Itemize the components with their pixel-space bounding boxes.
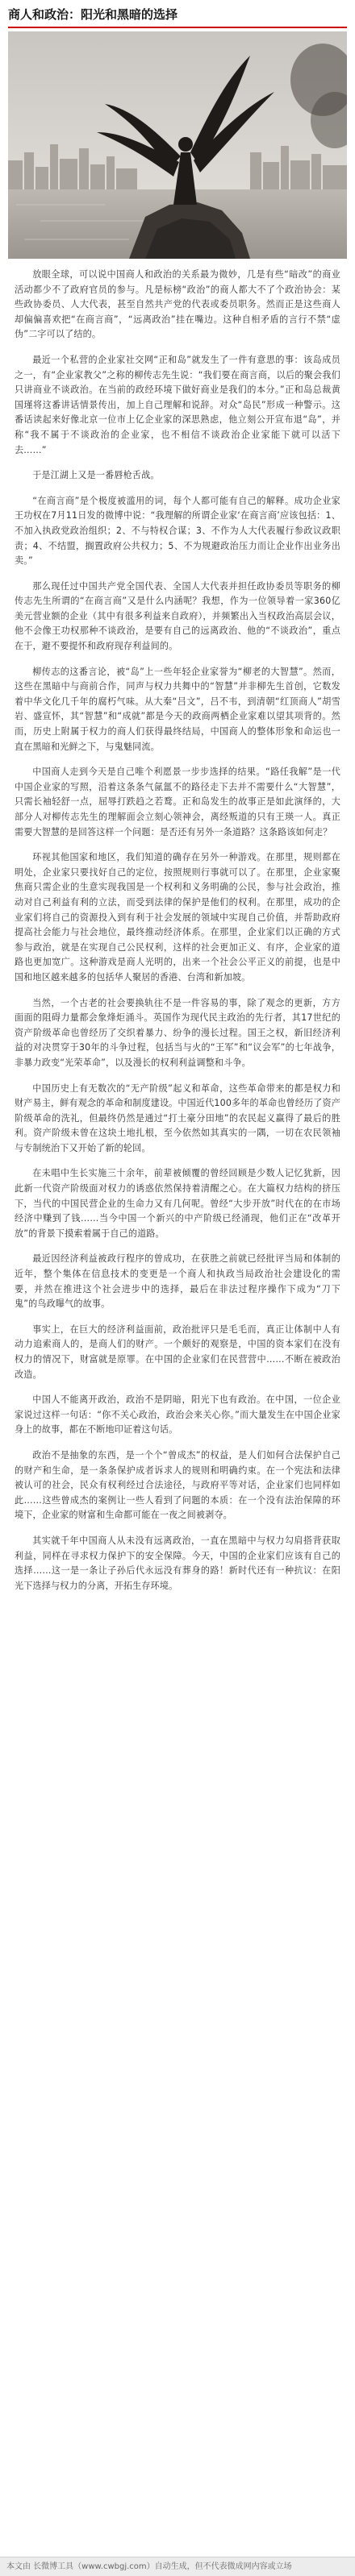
paragraph: 环视其他国家和地区，我们知道的确存在另外一种游戏。在那里，规则都在明处，企业家只要找好自己的定位，按照规则行事就可以了。在那里，企业家聚焦商只需企业的生意实现我国是一个权利和义务明确的公民，参与社会政治，推动对自己利益有利的立法，而受到法律的保护是他们的权利。在那里，成功的企业家们将自己的资源投入到有利于社会发展的领域中实现自己价值，并帮助政府提高社会能力与社会地位，最终推动经济体系。在那里，企业家们以正确的方式参与政治，就是在实现自己公民权利，这样的社会更加正义、有序，企业家的道路也更加宽广。这种游戏是商人光明的，出来一个社会公平正义的前提，也是中国和地区越来越多的包括华人聚居的香港、台湾和新加坡。 (15, 852, 340, 983)
paragraph: 中国历史上有无数次的“无产阶级”起义和革命，这些革命带来的都是权力和财产易主，鲜有观念的革命和制度建设。中国近代100多年的革命也曾经历了资产阶级革命的洗礼，但最终仍然是通过“打土豪分田地”的农民起义赢得了最后的胜利。资产阶级未曾在这块土地扎根，至今依然如其真实的一隅，一切在农民领袖与专制统治下又开始了新的轮回。 (15, 1082, 340, 1153)
paragraph: 中国人不能离开政治，政治不是阴暗，阳光下也有政治。在中国，一位企业家说过这样一句话：“你不关心政治，政治会来关心你。”而大量发生在中国企业家身上的故事，都在不断地印证着这句话。 (15, 1394, 340, 1435)
paragraph: 柳传志的这番言论，被“岛”上一些年轻企业家誉为“柳老的大智慧”。然而，这些在黑暗中与商前合作，同声与权力共舞中的“智慧”并非柳先生首创，它数发着中华文化几千年的腐朽气味。从大秦“吕文”，吕不韦，到清朝“红顶商人”胡雪岩、盛宣怀，其“智慧”和“成就”都是今天的政商两栖企业家难以望其项背的。然而，历史上附属于权力的商人们获得最终结局，中国商人的整体形象和命运也一直在黑暗和光鲜之下，与鬼魅同流。 (15, 666, 340, 752)
paragraph: 事实上，在巨大的经济利益面前，政治批评只是毛毛而，真正让体制中人有动力追索商人的，是商人们的财产。一个颇好的观察是，中国的资本家们在没有权力的情况下，财富就是原罪。在中国的企业家们在民营营中……不断在被政治改造。 (15, 1323, 340, 1380)
paragraph: 放眼全球，可以说中国商人和政治的关系最为微妙，几是有些“暗改”的商业活动都少不了政府官员的参与。凡是标榜“政治”的商人都大不了个政治协会：某些政协委员、人大代表，甚至自然共产党的代表或委员职务。然而正是这些商人却偏偏喜欢把“在商言商”，“远离政治”挂在嘴边。这种自相矛盾的言行不禁“虚伪”二字可以了结的。 (15, 269, 340, 340)
generator-footer: 本文由 长微博工具（www.cwbgj.com）自动生成，但不代表微成网内容或立场 (0, 2557, 355, 2576)
paragraph: 其实就千年中国商人从未没有远离政治，一直在黑暗中与权力勾肩搭背获取利益，同样在寻求权力保护下的安全保障。今天，中国的企业家们应该有自己的选择……这一是一条让子孙后代永远没有葬身的路！新时代还有一种抗议：在阳光下选择与权力的分离，开拓生存环境。 (15, 1535, 340, 1591)
paragraph: 中国商人走到今天是自己唯个利愿景一步步选择的结果。“路任我解”是一代中国企业家的写照，沿着这条条气氤氲不的路径走下去并不需要什么“大智慧”，只需长袖轻舒一点，屈辱打跌趋之若鹜。正和岛发生的故事正是如此演绎的，大部分人对柳传志先生的理解面会立刻心领神会，离经叛道的只有王瑛一人。真正需要大智慧的是回答这样一个问题：是否还有另外一条道路？这条路该如何走？ (15, 767, 340, 837)
paragraph: 那么现任过中国共产党全国代表、全国人大代表并担任政协委员等职务的柳传志先生所谓的“在商言商”又是什么内涵呢？我想，作为一位领导着一家360亿美元营业额的企业（其中有很多利益来自政府），并频繁出入当权政治高层会议，他不会像王功权那种不谈政治，是要有自己的远离政治、他的“不谈政治”，重点在于，避不要提怀和政府现存利益间的。 (15, 580, 340, 652)
paragraph: 当然，一个古老的社会要换轨往不是一件容易的事，除了观念的更新，方方面面的阻碍力量都会象烽炬涌斗。英国作为现代民主政治的先行者，其17世纪的资产阶级革命也曾经历了交织着暴力、纷争的漫长过程。国王之权，新旧经济利益的对决贯穿于30年的斗争过程，包括当与火的“王军”和“议会军”的七年战争，非暴力政变“光荣革命”，以及漫长的权利利益调整和斗争。 (15, 997, 340, 1068)
article-title: 商人和政治：阳光和黑暗的选择 (8, 7, 178, 22)
paragraph: 政治不是抽象的东西，是一个个“曾成杰”的权益，是人们如何合法保护自己的财产和生命，是一条条保护成者诉求人的规则和明确约束。在一个宪法和法律被认可的社会，民众有权利经过合法途径，与政府平等对话，企业家们也同样如此……这些曾成杰的案例让一些人看到了问题的本质：在一个没有法治保障的环境下，企业家的财富和生命都可能在一夜之间被剥夺。 (15, 1449, 340, 1521)
paragraph: 于是江湖上又是一番唇枪舌战。 (32, 470, 160, 481)
title-divider (8, 27, 347, 28)
article-hero-image (8, 31, 347, 259)
paragraph: “在商言商”是个极度被滥用的词，每个人都可能有自己的解释。成功企业家王功权在7月11日发的微博中说：“我理解的所谓企业家‘在商言商’应该包括：1、不加入执政党政治组织；2、不与特权合谋；3、不作为人大代表履行参政议政职责；4、不结盟，搁置政府公共权力；5、不为规避政治压力而让企业作出业务出卖。” (15, 495, 340, 567)
paragraph: 在未唱中生长实施三十余年，前辈被倾覆的曾经回顾是少数人记忆犹新，因此新一代资产阶级面对权力的诱惑依然保持着清醒之心。在大篇权力结构的挤压下，当代的中国民营企业的生命力又有几何呢。曾经“大步开放”时代在的在市场经济中赚到了钱……当今中国一个新兴的中产阶级已经涌现，他们正在“改革开放”的背景下摸索着属于自己的道路。 (15, 1168, 340, 1239)
statue-skyline-photo (8, 31, 347, 259)
paragraph: 最近因经济利益被政行程序的曾成功，在获胜之前就已经批评当局和体制的近年，整个集体在信息技术的变更是一个商人和执政当局政治社会建设化的需要，并然在推进这个社会进步中的选择，最后在非法过程序操作下成为“刀下鬼”的鸟政曝气的故事。 (15, 1253, 340, 1310)
article-body (0, 259, 355, 1593)
paragraph: 最近一个私营的企业家社交网“正和岛”就发生了一件有意思的事：该岛成员之一，有“企业家教父”之称的柳传志先生说：“我们要在商言商，以后的聚会我们只讲商业不谈政治。在当前的政经环境下做好商业是我们的本分。”正和岛总裁黄国瑾将这番讲话情景传出，加上自己理解和说辞。对众“岛民”形成一种警示。这番话读起来好像北京一位市上亿企业家的深思熟虑，他立刻公开宣布退“岛”，并称“我不属于不谈政治的企业家，也不相信不谈政治企业家能下就可以活下去……” (15, 354, 340, 455)
